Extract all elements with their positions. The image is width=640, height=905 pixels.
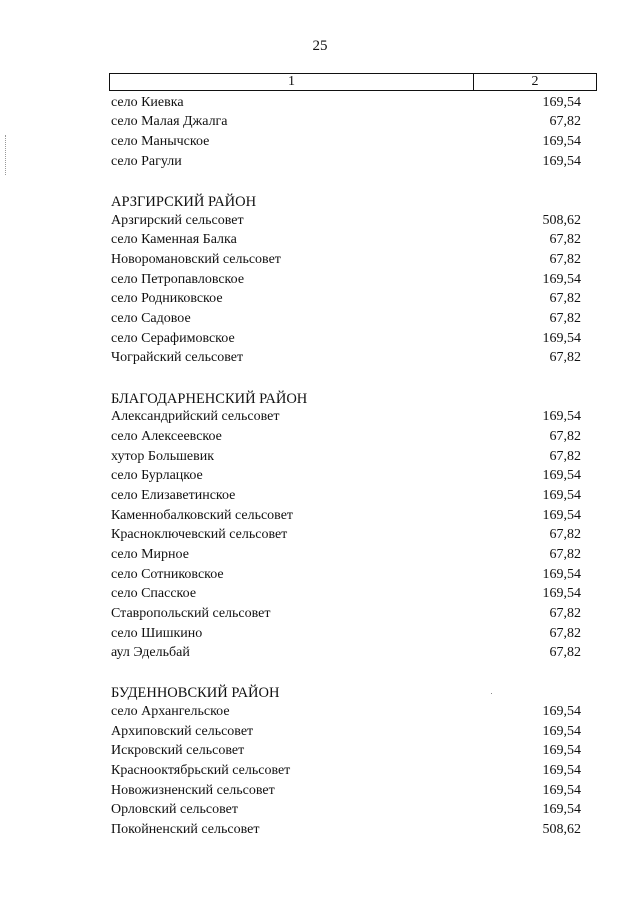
settlement-name: хутор Большевик <box>111 448 215 464</box>
settlement-name: село Архангельское <box>111 704 230 720</box>
settlement-name: село Родниковское <box>111 291 223 307</box>
blank-row <box>111 663 581 683</box>
scan-artifact <box>491 693 492 694</box>
table-row <box>111 486 581 506</box>
table-row <box>111 447 581 467</box>
district-heading <box>111 191 581 211</box>
settlement-value: 169,54 <box>542 134 581 150</box>
table-row <box>111 781 581 801</box>
table-row <box>111 565 581 585</box>
table-row <box>111 113 581 133</box>
settlement-name: село Рагули <box>111 153 182 169</box>
table-row <box>111 643 581 663</box>
settlement-name: Новожизненский сельсовет <box>111 782 275 798</box>
settlement-name: аул Эдельбай <box>111 645 190 661</box>
table-body <box>111 93 581 840</box>
settlement-name: Архиповский сельсовет <box>111 723 254 739</box>
settlement-value: 169,54 <box>542 586 581 602</box>
blank-row <box>111 368 581 388</box>
table-row <box>111 722 581 742</box>
table-row <box>111 329 581 349</box>
settlement-value: 169,54 <box>542 330 581 346</box>
table-row <box>111 427 581 447</box>
settlement-name: село Алексеевское <box>111 428 222 444</box>
table-row <box>111 525 581 545</box>
settlement-value: 508,62 <box>542 822 581 838</box>
table-row <box>111 624 581 644</box>
settlement-value: 67,82 <box>549 291 581 307</box>
settlement-name: село Киевка <box>111 94 184 110</box>
settlement-name: Ставропольский сельсовет <box>111 605 271 621</box>
settlement-value: 169,54 <box>542 743 581 759</box>
settlement-value: 169,54 <box>542 802 581 818</box>
table-row <box>111 584 581 604</box>
settlement-value: 67,82 <box>549 625 581 641</box>
table-row <box>111 604 581 624</box>
settlement-value: 169,54 <box>542 723 581 739</box>
settlement-value: 67,82 <box>549 232 581 248</box>
district-name: БУДЕННОВСКИЙ РАЙОН <box>111 685 280 702</box>
settlement-value: 67,82 <box>549 546 581 562</box>
table-row <box>111 309 581 329</box>
settlement-value: 169,54 <box>542 487 581 503</box>
page-number: 25 <box>312 38 328 54</box>
table-row <box>111 545 581 565</box>
settlement-value: 67,82 <box>549 114 581 130</box>
table-row <box>111 820 581 840</box>
settlement-value: 67,82 <box>549 605 581 621</box>
settlement-value: 169,54 <box>542 468 581 484</box>
district-heading <box>111 388 581 408</box>
settlement-value: 169,54 <box>542 507 581 523</box>
settlement-value: 67,82 <box>549 252 581 268</box>
settlement-name: село Сотниковское <box>111 566 224 582</box>
settlement-name: село Садовое <box>111 311 191 327</box>
settlement-name: село Петропавловское <box>111 271 245 287</box>
table-row <box>111 290 581 310</box>
blank-row <box>111 172 581 192</box>
settlement-name: село Манычское <box>111 134 210 150</box>
settlement-name: село Бурлацкое <box>111 468 203 484</box>
table-row <box>111 152 581 172</box>
table-row <box>111 211 581 231</box>
settlement-value: 169,54 <box>542 566 581 582</box>
settlement-name: Искровский сельсовет <box>111 743 245 759</box>
table-row <box>111 408 581 428</box>
settlement-name: село Елизаветинское <box>111 487 236 503</box>
settlement-value: 169,54 <box>542 763 581 779</box>
settlement-name: Краснооктябрьский сельсовет <box>111 763 291 779</box>
settlement-value: 67,82 <box>549 527 581 543</box>
district-heading <box>111 683 581 703</box>
settlement-name: Новоромановский сельсовет <box>111 252 281 268</box>
district-name: АРЗГИРСКИЙ РАЙОН <box>111 193 257 210</box>
settlement-value: 169,54 <box>542 94 581 110</box>
table-row <box>111 702 581 722</box>
settlement-name: Чограйский сельсовет <box>111 350 244 366</box>
settlement-value: 67,82 <box>549 448 581 464</box>
scan-margin-mark <box>5 135 8 175</box>
settlement-name: село Спасское <box>111 586 197 602</box>
settlement-name: село Каменная Балка <box>111 232 237 248</box>
table-row <box>111 801 581 821</box>
table-row <box>111 270 581 290</box>
settlement-value: 169,54 <box>542 704 581 720</box>
table-row <box>111 506 581 526</box>
table-row <box>111 466 581 486</box>
table-row <box>111 132 581 152</box>
settlement-name: Орловский сельсовет <box>111 802 238 818</box>
table-row <box>111 349 581 369</box>
settlement-value: 169,54 <box>542 153 581 169</box>
settlement-name: Красноключевский сельсовет <box>111 527 288 543</box>
settlement-name: село Мирное <box>111 546 189 562</box>
settlement-value: 169,54 <box>542 409 581 425</box>
settlement-value: 169,54 <box>542 782 581 798</box>
settlement-name: село Шишкино <box>111 625 203 641</box>
settlement-value: 67,82 <box>549 350 581 366</box>
table-row <box>111 93 581 113</box>
settlement-name: село Серафимовское <box>111 330 235 346</box>
settlement-value: 169,54 <box>542 271 581 287</box>
table-row <box>111 250 581 270</box>
header-column-2: 2 <box>531 74 539 89</box>
settlement-value: 67,82 <box>549 645 581 661</box>
settlement-value: 67,82 <box>549 311 581 327</box>
settlement-name: Каменнобалковский сельсовет <box>111 507 294 523</box>
settlement-name: Арзгирский сельсовет <box>111 212 244 228</box>
table-row <box>111 742 581 762</box>
settlement-name: Александрийский сельсовет <box>111 409 280 425</box>
table-row <box>111 761 581 781</box>
settlement-name: село Малая Джалга <box>111 114 228 130</box>
settlement-name: Покойненский сельсовет <box>111 822 260 838</box>
header-column-1: 1 <box>110 74 474 90</box>
settlement-value: 67,82 <box>549 428 581 444</box>
settlement-value: 508,62 <box>542 212 581 228</box>
table-header <box>109 73 597 91</box>
table-row <box>111 231 581 251</box>
district-name: БЛАГОДАРНЕНСКИЙ РАЙОН <box>111 390 308 407</box>
